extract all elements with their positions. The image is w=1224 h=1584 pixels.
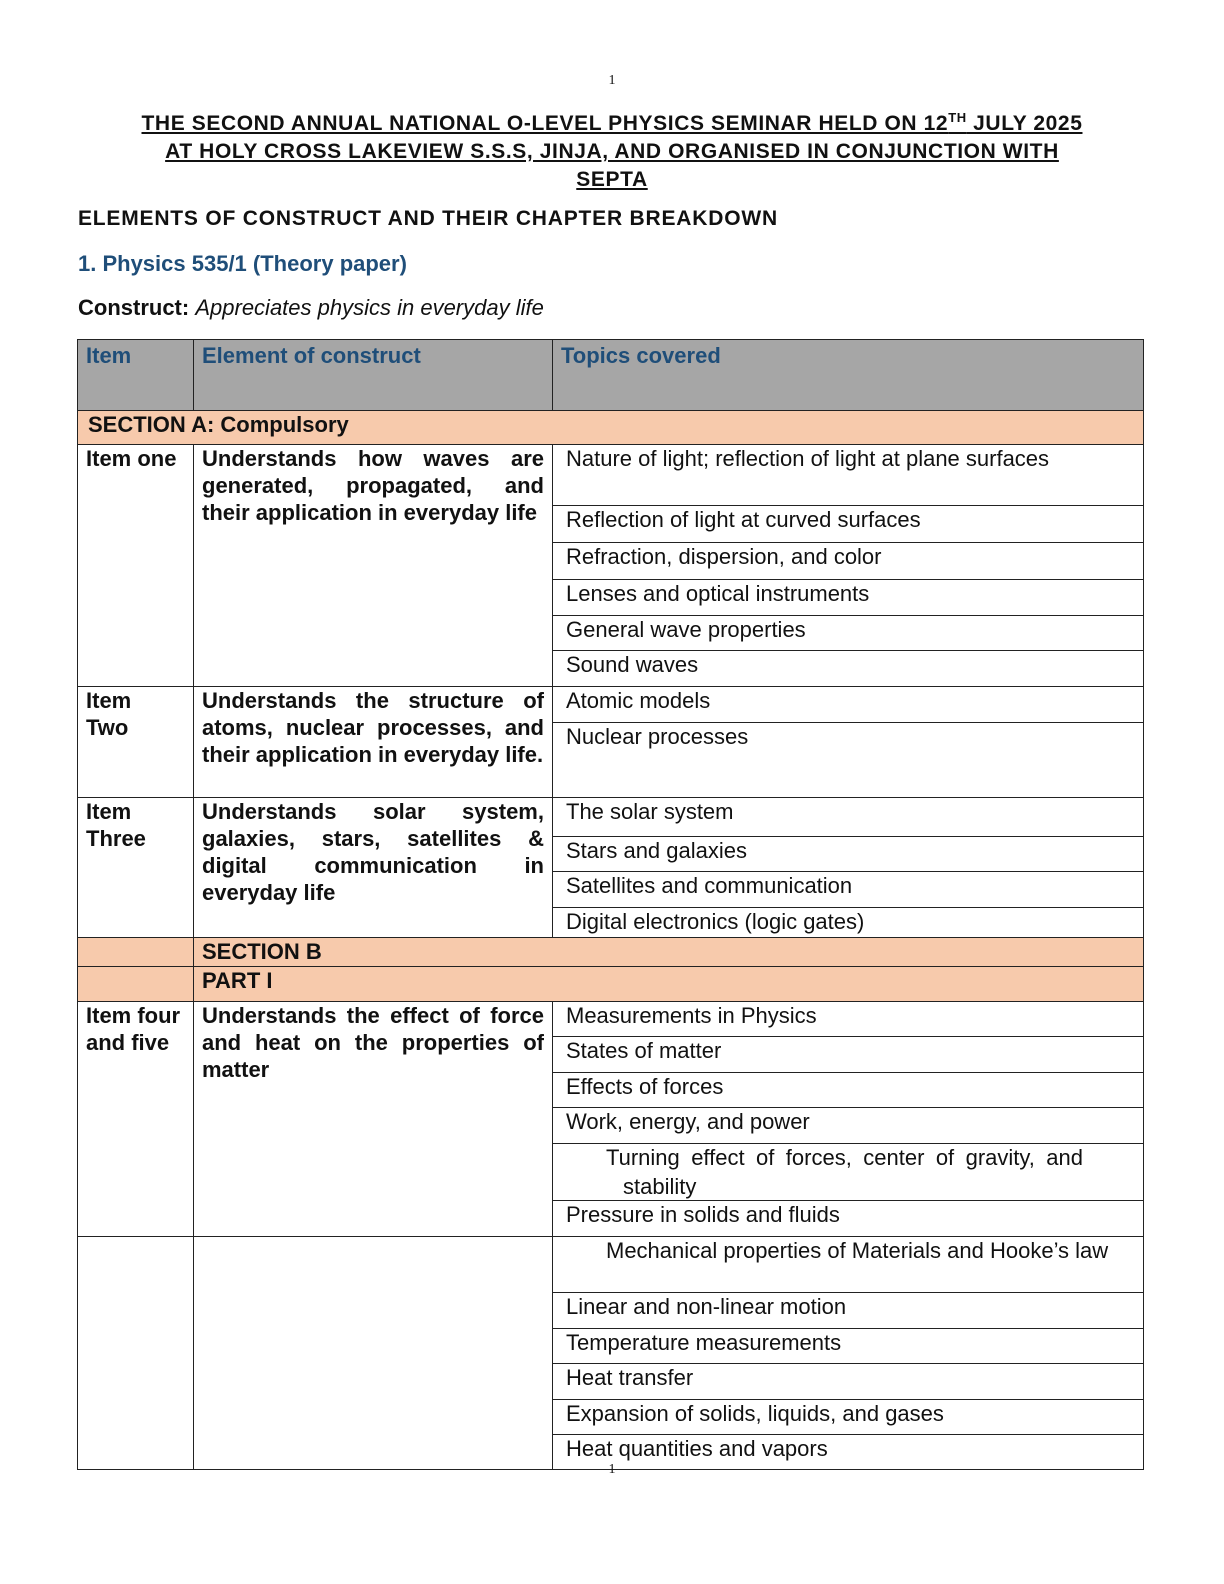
document-title — [78, 110, 1146, 194]
page-heading: ELEMENTS OF CONSTRUCT AND THEIR CHAPTER BREAKDOWN — [78, 207, 778, 230]
topic-cell: Linear and non-linear motion — [553, 1293, 1144, 1329]
table-row — [78, 1237, 1144, 1293]
item-cell: Item Two — [78, 687, 194, 798]
header-topics: Topics covered — [553, 340, 1144, 411]
header-item: Item — [78, 340, 194, 411]
construct-table — [77, 339, 1144, 1470]
topic-cell: General wave properties — [553, 616, 1144, 651]
construct-label: Construct: — [78, 295, 190, 320]
element-cell — [194, 1237, 553, 1470]
topic-cell: Atomic models — [553, 687, 1144, 723]
section-b-label: SECTION B — [194, 938, 1144, 967]
topic-cell: Refraction, dispersion, and color — [553, 543, 1144, 580]
topic-cell: Mechanical properties of Materials and Hooke’s law — [553, 1237, 1144, 1293]
topic-cell: Temperature measurements — [553, 1329, 1144, 1364]
section-a-row: SECTION A: Compulsory — [78, 411, 1144, 445]
table-row — [78, 798, 1144, 837]
table-row — [78, 687, 1144, 723]
table-row — [78, 1002, 1144, 1037]
page-number-bottom: 1 — [608, 1462, 616, 1477]
construct-line — [78, 295, 544, 321]
topic-cell: Digital electronics (logic gates) — [553, 908, 1144, 938]
topic-cell: Heat transfer — [553, 1364, 1144, 1400]
element-cell: Understands solar system, galaxies, stars, satellites & digital communication in everyday life — [194, 798, 553, 938]
topic-cell: Pressure in solids and fluids — [553, 1201, 1144, 1237]
item-cell: Item Three — [78, 798, 194, 938]
topic-cell: Lenses and optical instruments — [553, 580, 1144, 616]
item-cell — [78, 1237, 194, 1470]
element-cell: Understands the structure of atoms, nuclear processes, and their application in everyday life. — [194, 687, 553, 798]
element-cell: Understands how waves are generated, propagated, and their application in everyday life — [194, 445, 553, 687]
page-number-top: 1 — [608, 73, 616, 88]
topic-cell: Nuclear processes — [553, 723, 1144, 798]
element-cell: Understands the effect of force and heat on the properties of matter — [194, 1002, 553, 1237]
part-i-row — [78, 967, 1144, 1002]
title-line-1: THE SECOND ANNUAL NATIONAL O-LEVEL PHYSICS SEMINAR HELD ON 12TH JULY 2025 — [141, 110, 1083, 135]
topic-cell: Nature of light; reflection of light at plane surfaces — [553, 445, 1144, 506]
construct-value: Appreciates physics in everyday life — [195, 295, 544, 320]
table-header-row — [78, 340, 1144, 411]
topic-cell: The solar system — [553, 798, 1144, 837]
topic-cell: Stars and galaxies — [553, 837, 1144, 872]
header-element: Element of construct — [194, 340, 553, 411]
topic-cell: Work, energy, and power — [553, 1108, 1144, 1144]
topic-cell: Heat quantities and vapors — [553, 1435, 1144, 1470]
title-line-2: AT HOLY CROSS LAKEVIEW S.S.S, JINJA, AND ORGANISED IN CONJUNCTION WITH — [165, 140, 1059, 163]
table-row — [78, 445, 1144, 506]
topic-cell: Expansion of solids, liquids, and gases — [553, 1400, 1144, 1435]
topic-cell: Measurements in Physics — [553, 1002, 1144, 1037]
topic-cell: Reflection of light at curved surfaces — [553, 506, 1144, 543]
paper-heading: 1. Physics 535/1 (Theory paper) — [78, 251, 407, 276]
item-cell: Item one — [78, 445, 194, 687]
topic-cell: Effects of forces — [553, 1073, 1144, 1108]
topic-cell: Satellites and communication — [553, 872, 1144, 908]
topic-cell: Sound waves — [553, 651, 1144, 687]
topic-cell: Turning effect of forces, center of gravity, and stability — [553, 1144, 1144, 1201]
part-i-label: PART I — [194, 967, 1144, 1002]
topic-cell: States of matter — [553, 1037, 1144, 1073]
section-b-row — [78, 938, 1144, 967]
title-line-3: SEPTA — [576, 168, 648, 191]
item-cell: Item four and five — [78, 1002, 194, 1237]
